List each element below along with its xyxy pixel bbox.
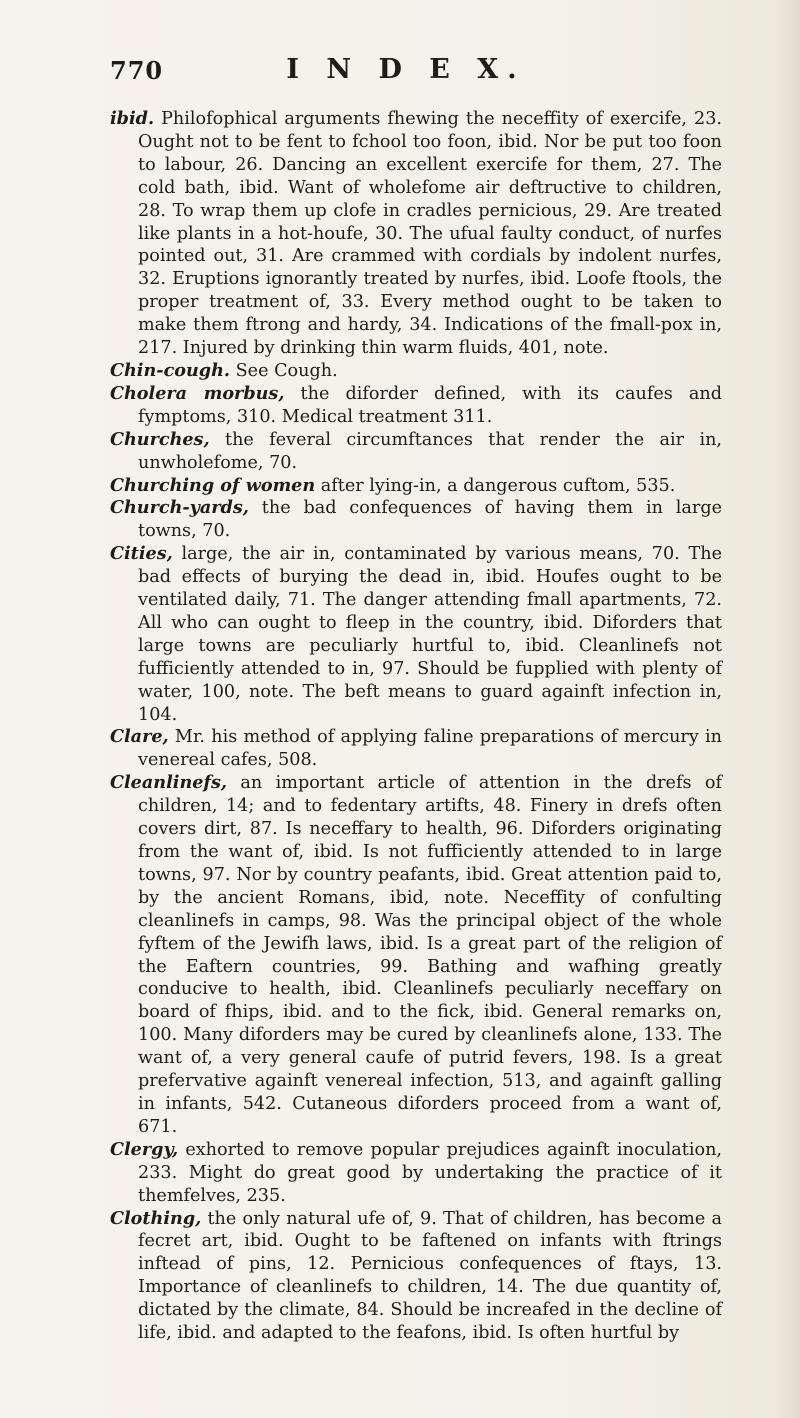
index-entry-ibid (110, 108, 722, 360)
index-entry-clothing (110, 1208, 722, 1345)
entry-head: Clare, (110, 726, 169, 748)
entry-head: Churching of women (110, 474, 316, 496)
index-entry-cholera-morbus (110, 383, 722, 429)
running-head: I N D E X. (286, 54, 526, 85)
entry-text: exhorted to remove popular prejudices againft inoculation, 233. Might do great good by undertaking the practice of it themfelves, 235. (138, 1139, 722, 1206)
index-entry-cities (110, 543, 722, 726)
entry-text: large, the air in, contaminated by various means, 70. The bad effects of burying the dead in, ibid. Houfes ought to be ventilated daily, 71. The danger attending fmall apartments, 72. All who can ought to fleep in the country, ibid. Diforders that large towns are peculiarly hurtful to, ibid. Cleanlinefs not fufficiently attended to in, 97. Should be fupplied with plenty of water, 100, note. The beft means to guard againft infection in, 104. (138, 544, 722, 725)
entry-text: Philofophical arguments fhewing the neceffity of exercife, 23. Ought not to be fent to fchool too foon, ibid. Nor be put too foon to labour, 26. Dancing an excellent exercife for them, 27. The cold bath, ibid. Want of wholefome air deftructive to children, 28. To wrap them up clofe in cradles pernicious, 29. Are treated like plants in a hot-houfe, 30. The ufual faulty conduct, of nurfes pointed out, 31. Are crammed with cordials by indolent nurfes, 32. Eruptions ignorantly treated by nurfes, ibid. Loofe ftools, the proper treatment of, 33. Every method ought to be taken to make them ftrong and hardy, 34. Indications of the fmall-pox in, 217. Injured by drinking thin warm fluids, 401, note. (138, 109, 722, 359)
index-entry-clare (110, 726, 722, 772)
index-entry-cleanlinefs (110, 772, 722, 1139)
entry-text: after lying-in, a dangerous cuftom, 535. (315, 475, 676, 496)
entry-head: Church-yards, (110, 497, 249, 519)
entry-head: Chin-cough. (110, 359, 231, 381)
entry-text: an important article of attention in the drefs of children, 14; and to fedentary artifts, 48. Finery in drefs often covers dirt, 87. Is neceffary to health, 96. Diforders originating from the want of, ibid. Is not fufficiently attended to in large towns, 97. Nor by country peafants, ibid. Great attention paid to, by the ancient Romans, ibid, note. Neceffity of confulting cleanlinefs in camps, 98. Was the principal object of the whole fyftem of the Jewifh laws, ibid. Is a great part of the religion of the Eaftern countries, 99. Bathing and wafhing greatly conducive to health, ibid. Cleanlinefs peculiarly neceffary on board of fhips, ibid. and to the fick, ibid. General remarks on, 100. Many diforders may be cured by cleanlinefs alone, 133. The want of, a very general caufe of putrid fevers, 198. Is a great prefervative againft venereal infection, 513, and againft galling in infants, 542. Cutaneous diforders proceed from a want of, 671. (138, 773, 722, 1137)
entry-text: Mr. his method of applying faline preparations of mercury in venereal cafes, 508. (138, 727, 722, 771)
index-entry-clergy (110, 1139, 722, 1208)
entry-text: the only natural ufe of, 9. That of children, has become a fecret art, ibid. Ought to be faftened on infants with ftrings inftead of pins, 12. Pernicious confequences of ftays, 13. Importance of cleanlinefs to children, 14. The due quantity of, dictated by the climate, 84. Should be increafed in the decline of life, ibid. and adapted to the feafons, ibid. Is often hurtful by (138, 1208, 722, 1344)
page-header (96, 52, 716, 90)
index-entry-church-yards (110, 497, 722, 543)
page-number: 770 (110, 56, 164, 85)
entry-head: Clothing, (110, 1207, 202, 1229)
page-edge-shadow (778, 0, 800, 1418)
entry-head: Churches, (110, 428, 210, 450)
index-entry-churching-of-women (110, 475, 722, 498)
entry-head: Cleanlinefs, (110, 772, 228, 794)
entry-head: ibid. (110, 108, 155, 129)
entry-head: Cholera morbus, (110, 382, 285, 404)
entry-head: Clergy, (110, 1138, 179, 1160)
index-entries (110, 108, 722, 1345)
entry-head: Cities, (110, 543, 173, 565)
index-entry-churches (110, 429, 722, 475)
entry-text: the bad confequences of having them in large towns, 70. (138, 498, 722, 542)
entry-text: the feveral circumftances that render the air in, unwholefome, 70. (138, 429, 722, 473)
index-entry-chin-cough (110, 360, 722, 383)
entry-text: the diforder defined, with its caufes and fymptoms, 310. Medical treatment 311. (138, 383, 722, 427)
entry-text: See Cough. (230, 360, 338, 381)
